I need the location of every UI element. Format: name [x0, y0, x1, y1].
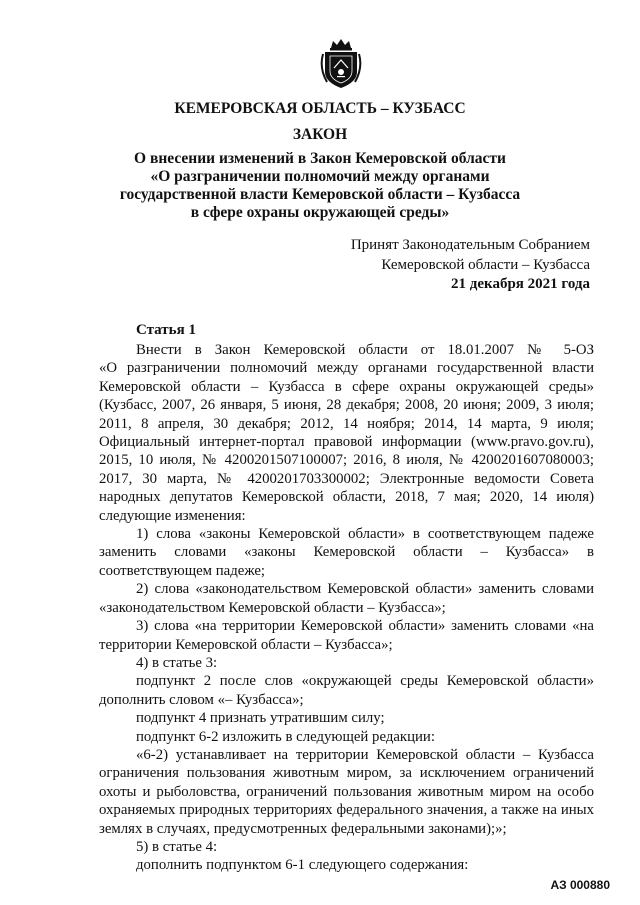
body-line: «6-2) устанавливает на территории Кемеровской области – Кузбасса — [136, 746, 594, 763]
body-line: землях в случаях, предусмотренных федеральными законами);»; — [99, 820, 507, 837]
body-line: Кемеровской области – Кузбасса в сфере охраны окружающей среды» — [99, 378, 594, 395]
body-line: заменить словами «законы Кемеровской области – Кузбасса» в — [99, 544, 594, 561]
adoption-block — [351, 236, 590, 295]
coat-of-arms-emblem — [318, 38, 364, 90]
body-line: 2017, 30 марта, № 4200201703300002; Электронные ведомости Совета — [99, 470, 594, 487]
body-line: подпункт 6-2 изложить в следующей редакции: — [136, 728, 435, 745]
body-line: «законодательством Кемеровской области – Кузбасса»; — [99, 599, 446, 616]
body-line: народных депутатов Кемеровской области, 2018, 7 мая; 2020, 14 июля) — [99, 489, 594, 506]
body-line: 4) в статье 3: — [136, 654, 218, 671]
body-line: 3) слова «на территории Кемеровской области» заменить словами «на — [136, 618, 594, 635]
body-line: дополнить подпунктом 6-1 следующего содержания: — [136, 857, 469, 874]
adoption-date: 21 декабря 2021 года — [451, 276, 590, 292]
law-title-line: «О разграничении полномочий между органами — [150, 168, 490, 185]
body-line: соответствующем падеже; — [99, 562, 266, 579]
form-serial-number: АЗ 000880 — [550, 878, 610, 892]
body-line: следующие изменения: — [99, 507, 246, 524]
body-line: охраняемых природных территориях федерального значения, а также на иных — [99, 802, 594, 819]
region-heading: КЕМЕРОВСКАЯ ОБЛАСТЬ – КУЗБАСС — [174, 100, 466, 117]
body-line: 1) слова «законы Кемеровской области» в соответствующем падеже — [136, 526, 594, 543]
body-line: ограничения пользования животным миром, за исключением ограничений — [99, 765, 594, 782]
body-line: 5) в статье 4: — [136, 838, 218, 855]
adoption-line: Кемеровской области – Кузбасса — [381, 256, 590, 273]
body-line: Официальный интернет-портал правовой информации (www.pravo.gov.ru), — [99, 434, 594, 451]
body-line: Внести в Закон Кемеровской области от 18.01.2007 № 5-ОЗ — [136, 342, 594, 358]
body-line: подпункт 2 после слов «окружающей среды Кемеровской области» — [136, 673, 594, 690]
law-title-line: О внесении изменений в Закон Кемеровской области — [134, 150, 506, 167]
body-line: 2) слова «законодательством Кемеровской области» заменить словами — [136, 581, 594, 598]
body-line: территории Кемеровской области – Кузбасса»; — [99, 636, 393, 653]
adoption-line: Принят Законодательным Собранием — [350, 237, 590, 253]
law-title-line: в сфере охраны окружающей среды» — [190, 204, 450, 221]
article-body — [99, 341, 594, 875]
article-heading: Статья 1 — [136, 322, 196, 338]
body-line: дополнить словом «– Кузбасса»; — [99, 691, 304, 708]
body-line: охоты и рыболовства, ограничений пользования животным миром на особо — [99, 783, 594, 800]
body-line: 2011, 8 апреля, 30 декабря; 2012, 14 ноября; 2014, 14 марта, 9 июля; — [99, 415, 594, 432]
body-line: подпункт 4 признать утратившим силу; — [136, 710, 385, 727]
body-line: (Кузбасс, 2007, 26 января, 5 июня, 28 декабря; 2008, 20 июня; 2009, 3 июля; — [99, 397, 594, 414]
law-title — [0, 150, 640, 222]
body-line: 2015, 10 июля, № 4200201507100007; 2016, 8 июля, № 4200201607080003; — [99, 452, 594, 469]
body-line: «О разграничении полномочий между органами государственной власти — [99, 360, 594, 377]
document-type: ЗАКОН — [292, 126, 348, 143]
law-title-line: государственной власти Кемеровской области – Кузбасса — [119, 186, 521, 203]
